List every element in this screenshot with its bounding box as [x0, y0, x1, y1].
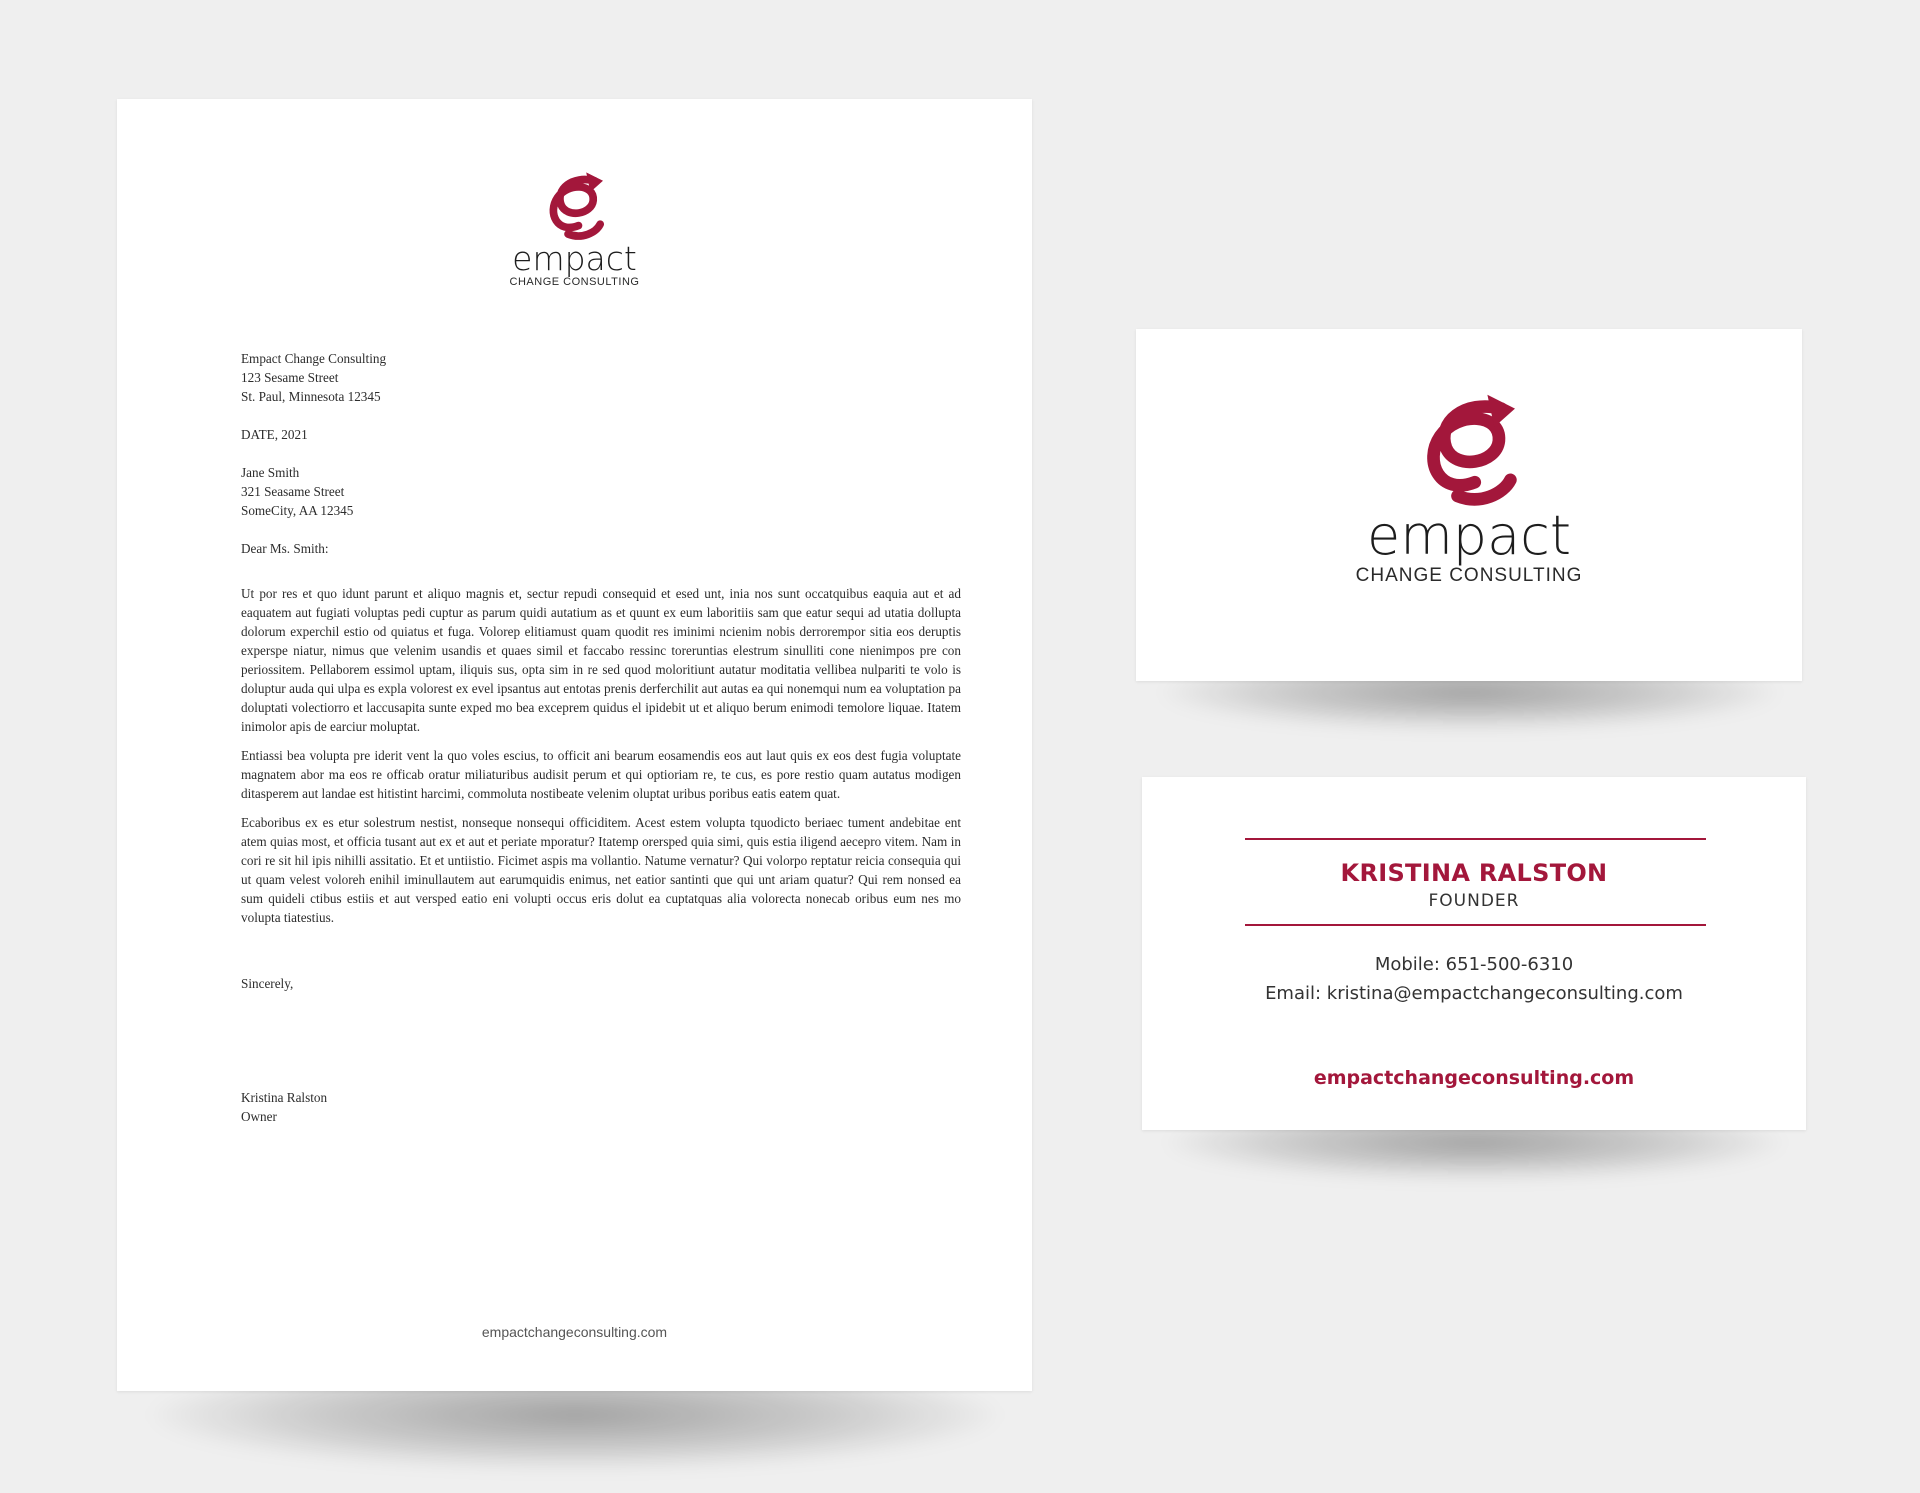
recipient-address: [241, 463, 961, 520]
brand-wordmark: empact: [1366, 504, 1572, 567]
letterhead: [117, 99, 1032, 1391]
body-paragraph: Ecaboribus ex es etur solestrum nestist, nonseque nonsequi officiditem. Acest estem volupta tquodicto beriaec tument andebitae ent atem quias most, et officia tusant aut ex et aut et periate mporatur? Itatemp orersped quia simi, quis estia iligend aecepro vitem. Nam in cori re sit hil ipis nihilli assitatio. Et et untiistio. Ficimet aspis ma vollantio. Natume vernatur? Qui volorpo reptatur reicia consequia qui ut quam velest voloreh enihil iminullautem aut earumquidis enimus, net eatior santinti que qui unt ariam quatur? Qui rem nonsed ea sum quideli ctibus estiis et aut versped eatio eni volupti occus eris dolut ea cuptatquas alia volorecta nonecab oribus eum nes mo volupta tiatestius.: [241, 815, 961, 925]
person-name: KRISTINA RALSTON: [1340, 859, 1608, 887]
mobile-number: Mobile: 651-500-6310: [1374, 954, 1574, 975]
body-paragraph: Ut por res et quo idunt parunt et aliquo magnis et, sectur repudi consequid et esed unt, inia nos sunt occatquibus eaquia aut et ad eaquatem aut fugiati voluptas pedi cuptur as parum quidi autatium as et quunt ex eum laboritiis sam que eatur sequi ad utatia dollupta dolorum experchil estio od quiatus et fuga. Volorep elitiamust quam quodit res iminimi ncienim nobis derrorempor sitia eos deruptis experspe niatur, nimus que velenim usandis et quaes simil et faccabo ressinc toreruntias elestrum sinulliti cone nienimpos pre con periossitem. Pellaborem essimol uptam, iliquis sus, opta sim in re sed quod moloritiunt autatur moditatia vellibea nulpariti te volo is doluptur auda qui ulpa es expla volorest ex evel ipsantus aut entotas prenis derferchilit aut autas ea qui nonemqui num ea voluptation pa doluptati volectiorro et laccusapita sunte exped mo bea exceprem quidus el ipidebit ut et aliquo berum enimodi temolore liquae. Itatem inimolor apis de earciur moluptat.: [241, 586, 961, 734]
address-line: 321 Seasame Street: [241, 484, 345, 499]
sender-address: [241, 349, 961, 406]
salutation: Dear Ms. Smith:: [241, 541, 329, 556]
brand-tagline: CHANGE CONSULTING: [1355, 565, 1583, 586]
letter-date: DATE, 2021: [241, 427, 308, 442]
person-role: FOUNDER: [1428, 891, 1520, 911]
business-card-front: [1136, 329, 1802, 681]
closing: Sincerely,: [241, 976, 294, 991]
brand-tagline: CHANGE CONSULTING: [509, 276, 640, 288]
signature-block: [241, 1088, 961, 1126]
letter-body: [241, 349, 961, 1126]
signer-name: Kristina Ralston: [241, 1090, 328, 1105]
business-card-back: [1142, 777, 1806, 1130]
swirl-e-arrow-icon: [1136, 381, 1802, 519]
website-url: empactchangeconsulting.com: [1313, 1067, 1635, 1089]
address-line: St. Paul, Minnesota 12345: [241, 389, 381, 404]
top-divider: [1245, 838, 1706, 840]
card-front-logo: [1136, 381, 1802, 587]
address-line: SomeCity, AA 12345: [241, 503, 354, 518]
letterhead-footer-url: empactchangeconsulting.com: [481, 1324, 668, 1340]
address-line: Empact Change Consulting: [241, 351, 387, 366]
address-line: Jane Smith: [241, 465, 300, 480]
address-line: 123 Sesame Street: [241, 370, 339, 385]
bottom-divider: [1245, 924, 1706, 926]
swirl-e-arrow-icon: [117, 164, 1032, 248]
body-paragraph: Entiassi bea volupta pre iderit vent la quo voles escius, to officit ani bearum eosamendis eos aut laut quis ex eos dest fugia voluptate magnatem abor ma eos re officab oratur miliaturibus audisit perum et qui optioriam re, te cus, es pore restio quam autatus modigen ditasperem aut landae est hitistint harcimi, commoluta nostibeate velenim oluptat uribus poribus eatis eatem quat.: [241, 748, 961, 801]
brand-wordmark: empact: [512, 239, 637, 278]
signer-title: Owner: [241, 1109, 277, 1124]
email-address: Email: kristina@empactchangeconsulting.com: [1265, 983, 1683, 1004]
letterhead-logo: [117, 164, 1032, 288]
